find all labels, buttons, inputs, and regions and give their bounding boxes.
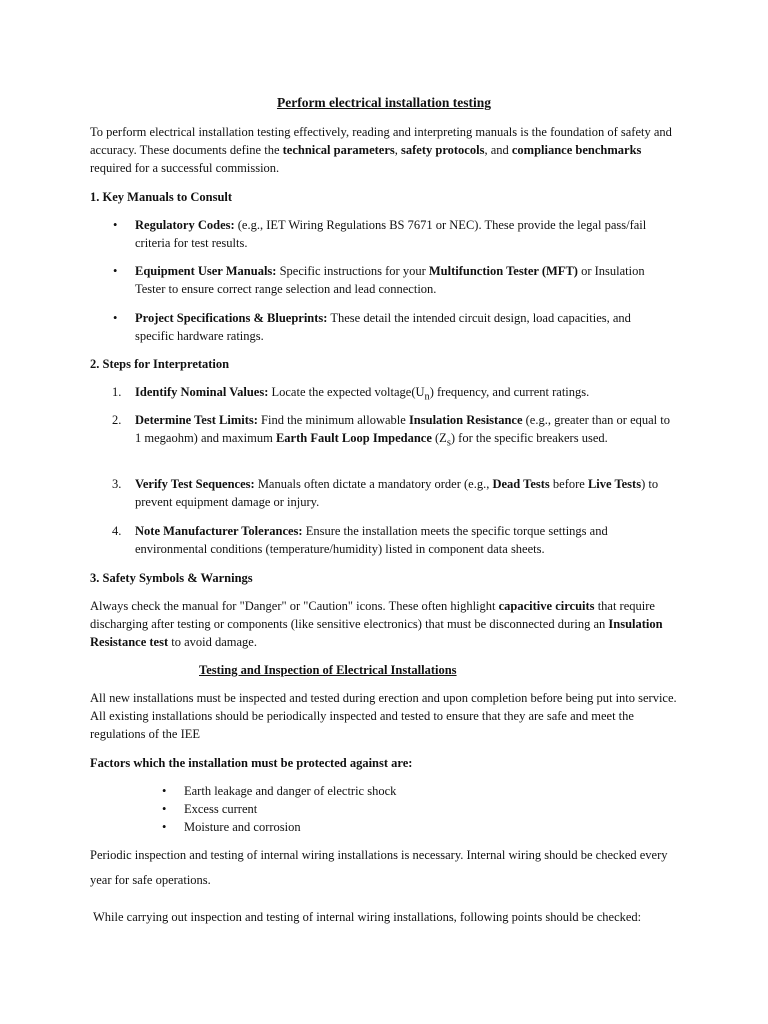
section4-title: Testing and Inspection of Electrical Installations bbox=[199, 663, 457, 677]
section3-heading: 3. Safety Symbols & Warnings bbox=[90, 571, 253, 585]
item-bold-2: Dead Tests bbox=[492, 477, 550, 491]
intro-text-1: To perform electrical installation testing effectively, reading and interpreting manuals is the foundation of safety and accuracy. These documents define the bbox=[90, 125, 672, 157]
section1-item-3 bbox=[113, 309, 670, 345]
factor-item-2 bbox=[162, 800, 678, 818]
section1-item-2 bbox=[113, 262, 670, 298]
bullet-marker: • bbox=[113, 311, 118, 325]
item-text: Manuals often dictate a mandatory order (e.g., bbox=[254, 477, 493, 491]
intro-bold-1: technical parameters bbox=[282, 143, 395, 157]
periodic-paragraph: Periodic inspection and testing of internal wiring installations is necessary. Internal wiring should be checked every year for safe operations. bbox=[90, 848, 668, 887]
item-bold-3: Live Tests bbox=[587, 477, 642, 491]
item-text: Specific instructions for your bbox=[276, 264, 429, 278]
bullet-marker: • bbox=[113, 264, 118, 278]
section3-text-2: that require discharging after testing or components (like sensitive electronics) that must be disconnected during an bbox=[90, 599, 655, 631]
item-bold-3: Earth Fault Loop Impedance bbox=[275, 431, 432, 445]
item-bold: Note Manufacturer Tolerances: bbox=[135, 524, 303, 538]
document-title: Perform electrical installation testing bbox=[276, 95, 492, 110]
list-number: 4. bbox=[112, 524, 122, 538]
subscript-s: s bbox=[446, 437, 451, 449]
bullet-marker: • bbox=[162, 802, 167, 816]
item-text: Find the minimum allowable bbox=[257, 413, 409, 427]
item-bold-2: Insulation Resistance bbox=[408, 413, 523, 427]
section2-item-4 bbox=[112, 522, 670, 558]
item-text-3: ) to prevent equipment damage or injury. bbox=[135, 477, 659, 509]
section1-item-1 bbox=[113, 216, 670, 252]
bullet-marker: • bbox=[162, 820, 167, 834]
intro-paragraph bbox=[90, 123, 678, 177]
factor-text: Excess current bbox=[184, 802, 258, 816]
intro-text-4: required for a successful commission. bbox=[90, 161, 280, 175]
bullet-marker: • bbox=[162, 784, 167, 798]
factor-item-1 bbox=[162, 782, 678, 800]
section2-heading: 2. Steps for Interpretation bbox=[90, 357, 230, 371]
section3-bold-2: Insulation Resistance test bbox=[90, 617, 663, 649]
item-bold: Project Specifications & Blueprints: bbox=[135, 311, 328, 325]
item-text: These detail the intended circuit design, load capacities, and specific hardware ratings. bbox=[135, 311, 631, 343]
item-bold: Regulatory Codes: bbox=[135, 218, 235, 232]
item-bold-2: Multifunction Tester (MFT) bbox=[428, 264, 578, 278]
item-text-2: (e.g., greater than or equal to 1 megaohm) and maximum bbox=[135, 413, 671, 445]
item-text-2: ) frequency, and current ratings. bbox=[429, 385, 590, 399]
factor-item-3 bbox=[162, 818, 678, 836]
item-text-2: or Insulation Tester to ensure correct range selection and lead connection. bbox=[135, 264, 645, 296]
list-number: 3. bbox=[112, 477, 122, 491]
bullet-marker: • bbox=[113, 218, 118, 232]
item-text: Locate the expected voltage(U bbox=[268, 385, 425, 399]
factor-text: Earth leakage and danger of electric shock bbox=[184, 784, 397, 798]
item-bold: Identify Nominal Values: bbox=[135, 385, 269, 399]
item-text-4: ) for the specific breakers used. bbox=[450, 431, 608, 445]
section1-heading: 1. Key Manuals to Consult bbox=[90, 190, 233, 204]
item-bold: Equipment User Manuals: bbox=[135, 264, 277, 278]
item-bold: Verify Test Sequences: bbox=[135, 477, 255, 491]
checking-paragraph: While carrying out inspection and testing of internal wiring installations, following points should be checked: bbox=[93, 910, 642, 924]
section3-paragraph bbox=[90, 597, 678, 651]
item-text: (e.g., IET Wiring Regulations BS 7671 or NEC). These provide the legal pass/fail criteria for test results. bbox=[135, 218, 647, 250]
item-text-3: (Z bbox=[431, 431, 447, 445]
section4-paragraph: All new installations must be inspected and tested during erection and upon completion before being put into service. All existing installations should be periodically inspected and tested to ensure that they are safe and meet the regulations of the IEE bbox=[90, 691, 677, 741]
item-text-2: before bbox=[549, 477, 588, 491]
intro-bold-2: safety protocols bbox=[401, 143, 485, 157]
list-number: 2. bbox=[112, 413, 122, 427]
section3-bold-1: capacitive circuits bbox=[498, 599, 595, 613]
intro-text-2: , bbox=[394, 143, 401, 157]
list-number: 1. bbox=[112, 385, 122, 399]
factors-heading: Factors which the installation must be protected against are: bbox=[90, 756, 413, 770]
section2-item-1 bbox=[112, 383, 670, 407]
intro-bold-3: compliance benchmarks bbox=[511, 143, 642, 157]
section3-text-3: to avoid damage. bbox=[168, 635, 257, 649]
intro-text-3: , and bbox=[484, 143, 512, 157]
item-bold: Determine Test Limits: bbox=[135, 413, 258, 427]
subscript-n: n bbox=[424, 391, 430, 403]
section2-item-3 bbox=[112, 475, 670, 511]
factor-text: Moisture and corrosion bbox=[184, 820, 301, 834]
section2-item-2 bbox=[112, 411, 671, 453]
section3-text-1: Always check the manual for "Danger" or "Caution" icons. These often highlight bbox=[90, 599, 499, 613]
item-text: Ensure the installation meets the specific torque settings and environmental conditions (temperature/humidity) listed in component data sheets. bbox=[135, 524, 608, 556]
